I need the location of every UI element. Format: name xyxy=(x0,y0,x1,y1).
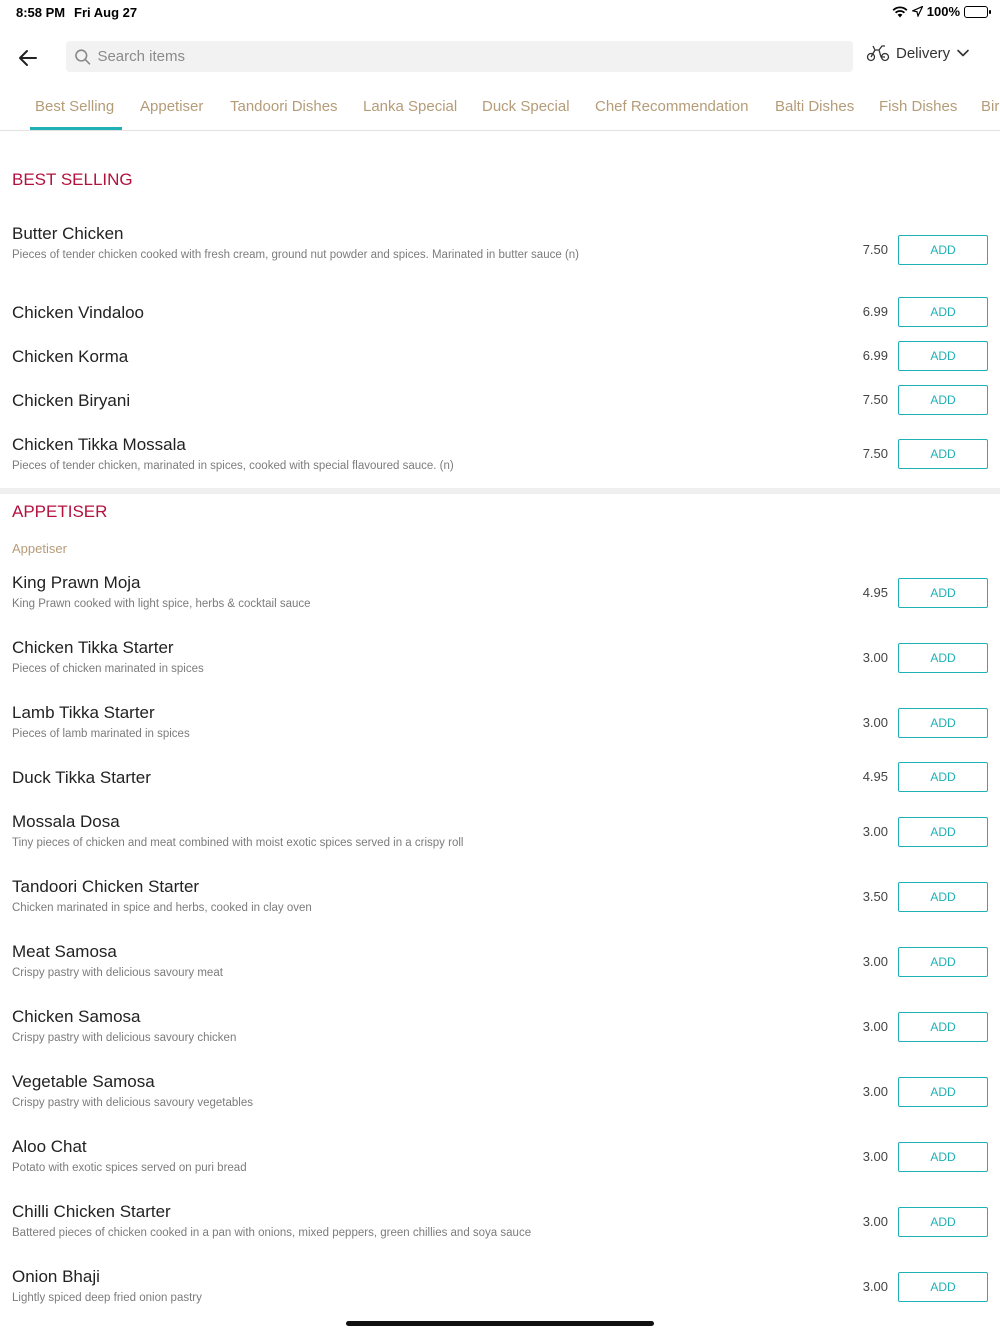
item-price: 3.00 xyxy=(862,1279,888,1294)
status-bar xyxy=(0,0,1000,24)
tab-appetiser[interactable]: Appetiser xyxy=(140,98,204,115)
battery-icon xyxy=(964,6,988,18)
tab-lanka-special[interactable]: Lanka Special xyxy=(363,98,458,115)
add-button[interactable]: ADD xyxy=(898,708,988,738)
item-name: Chicken Samosa xyxy=(12,1007,141,1026)
delivery-selector[interactable] xyxy=(866,44,970,62)
tab-tandoori-dishes[interactable]: Tandoori Dishes xyxy=(230,98,338,115)
item-price: 3.00 xyxy=(862,1019,888,1034)
add-button[interactable]: ADD xyxy=(898,341,988,371)
status-indicators xyxy=(892,4,988,19)
item-description: Crispy pastry with delicious savoury vegetables xyxy=(12,1097,253,1109)
item-description: Pieces of tender chicken, marinated in spices, cooked with special flavoured sauce. (n) xyxy=(12,460,454,472)
item-description: Crispy pastry with delicious savoury meat xyxy=(12,967,223,979)
item-description: King Prawn cooked with light spice, herbs & cocktail sauce xyxy=(12,598,311,610)
item-name: Chicken Tikka Mossala xyxy=(12,435,186,454)
item-price: 3.00 xyxy=(862,650,888,665)
item-name: Duck Tikka Starter xyxy=(12,768,151,787)
section-divider xyxy=(0,488,1000,494)
section-title-best-selling: BEST SELLING xyxy=(12,170,133,189)
tab-chef-recommendation[interactable]: Chef Recommendation xyxy=(595,98,749,115)
battery-percent: 100% xyxy=(926,4,960,19)
add-button[interactable]: ADD xyxy=(898,643,988,673)
add-button[interactable]: ADD xyxy=(898,439,988,469)
item-name: Chicken Vindaloo xyxy=(12,303,144,322)
item-name: Mossala Dosa xyxy=(12,812,120,831)
add-button[interactable]: ADD xyxy=(898,1142,988,1172)
item-price: 6.99 xyxy=(862,348,888,363)
chevron-down-icon xyxy=(956,48,970,58)
item-name: Chicken Biryani xyxy=(12,391,131,410)
add-button[interactable]: ADD xyxy=(898,947,988,977)
search-input[interactable] xyxy=(97,48,853,65)
item-price: 7.50 xyxy=(862,242,888,257)
status-time: 8:58 PM xyxy=(16,5,66,20)
search-bar[interactable] xyxy=(66,41,853,72)
wifi-icon xyxy=(892,6,908,18)
item-description: Battered pieces of chicken cooked in a pan with onions, mixed peppers, green chillies and soya sauce xyxy=(12,1227,532,1239)
location-arrow-icon xyxy=(912,6,923,17)
item-description: Lightly spiced deep fried onion pastry xyxy=(12,1292,202,1304)
delivery-label: Delivery xyxy=(896,44,951,62)
item-name: King Prawn Moja xyxy=(12,573,141,592)
add-button[interactable]: ADD xyxy=(898,1207,988,1237)
item-description: Pieces of lamb marinated in spices xyxy=(12,728,190,740)
item-price: 4.95 xyxy=(862,769,888,784)
item-name: Chicken Tikka Starter xyxy=(12,638,174,657)
add-button[interactable]: ADD xyxy=(898,1272,988,1302)
add-button[interactable]: ADD xyxy=(898,578,988,608)
item-description: Tiny pieces of chicken and meat combined with moist exotic spices served in a crispy roll xyxy=(12,837,464,849)
item-name: Aloo Chat xyxy=(12,1137,87,1156)
add-button[interactable]: ADD xyxy=(898,1012,988,1042)
item-description: Pieces of chicken marinated in spices xyxy=(12,663,204,675)
item-price: 3.00 xyxy=(862,1084,888,1099)
item-price: 3.00 xyxy=(862,1149,888,1164)
active-tab-indicator xyxy=(30,127,122,130)
item-price: 7.50 xyxy=(862,392,888,407)
tab-best-selling[interactable]: Best Selling xyxy=(35,98,115,115)
status-date: Fri Aug 27 xyxy=(74,5,138,20)
item-price: 6.99 xyxy=(862,304,888,319)
add-button[interactable]: ADD xyxy=(898,882,988,912)
search-icon xyxy=(74,48,91,66)
item-price: 3.00 xyxy=(862,824,888,839)
add-button[interactable]: ADD xyxy=(898,762,988,792)
item-price: 4.95 xyxy=(862,585,888,600)
category-tabs xyxy=(0,88,1000,131)
item-description: Potato with exotic spices served on puri bread xyxy=(12,1162,247,1174)
add-button[interactable]: ADD xyxy=(898,297,988,327)
item-name: Chicken Korma xyxy=(12,347,129,366)
tab-duck-special[interactable]: Duck Special xyxy=(482,98,570,115)
add-button[interactable]: ADD xyxy=(898,385,988,415)
add-button[interactable]: ADD xyxy=(898,235,988,265)
subcategory-label: Appetiser xyxy=(12,541,67,556)
item-description: Crispy pastry with delicious savoury chicken xyxy=(12,1032,237,1044)
section-title-appetiser: APPETISER xyxy=(12,502,108,521)
item-name: Tandoori Chicken Starter xyxy=(12,877,200,896)
item-name: Butter Chicken xyxy=(12,224,124,243)
tab-biryani-partial[interactable]: Bir xyxy=(981,98,1000,115)
top-bar xyxy=(0,36,1000,80)
back-arrow-icon[interactable] xyxy=(14,44,42,72)
item-price: 7.50 xyxy=(862,446,888,461)
item-name: Meat Samosa xyxy=(12,942,117,961)
item-price: 3.00 xyxy=(862,1214,888,1229)
item-name: Onion Bhaji xyxy=(12,1267,100,1286)
scooter-icon xyxy=(866,44,890,62)
item-name: Lamb Tikka Starter xyxy=(12,703,155,722)
item-price: 3.00 xyxy=(862,954,888,969)
item-name: Chilli Chicken Starter xyxy=(12,1202,171,1221)
item-price: 3.50 xyxy=(862,889,888,904)
item-price: 3.00 xyxy=(862,715,888,730)
item-description: Chicken marinated in spice and herbs, cooked in clay oven xyxy=(12,902,312,914)
item-description: Pieces of tender chicken cooked with fresh cream, ground nut powder and spices. Marinated in butter sauce (n) xyxy=(12,249,579,261)
home-indicator[interactable] xyxy=(346,1321,654,1326)
tab-fish-dishes[interactable]: Fish Dishes xyxy=(879,98,958,115)
add-button[interactable]: ADD xyxy=(898,817,988,847)
item-name: Vegetable Samosa xyxy=(12,1072,155,1091)
add-button[interactable]: ADD xyxy=(898,1077,988,1107)
tab-balti-dishes[interactable]: Balti Dishes xyxy=(775,98,855,115)
